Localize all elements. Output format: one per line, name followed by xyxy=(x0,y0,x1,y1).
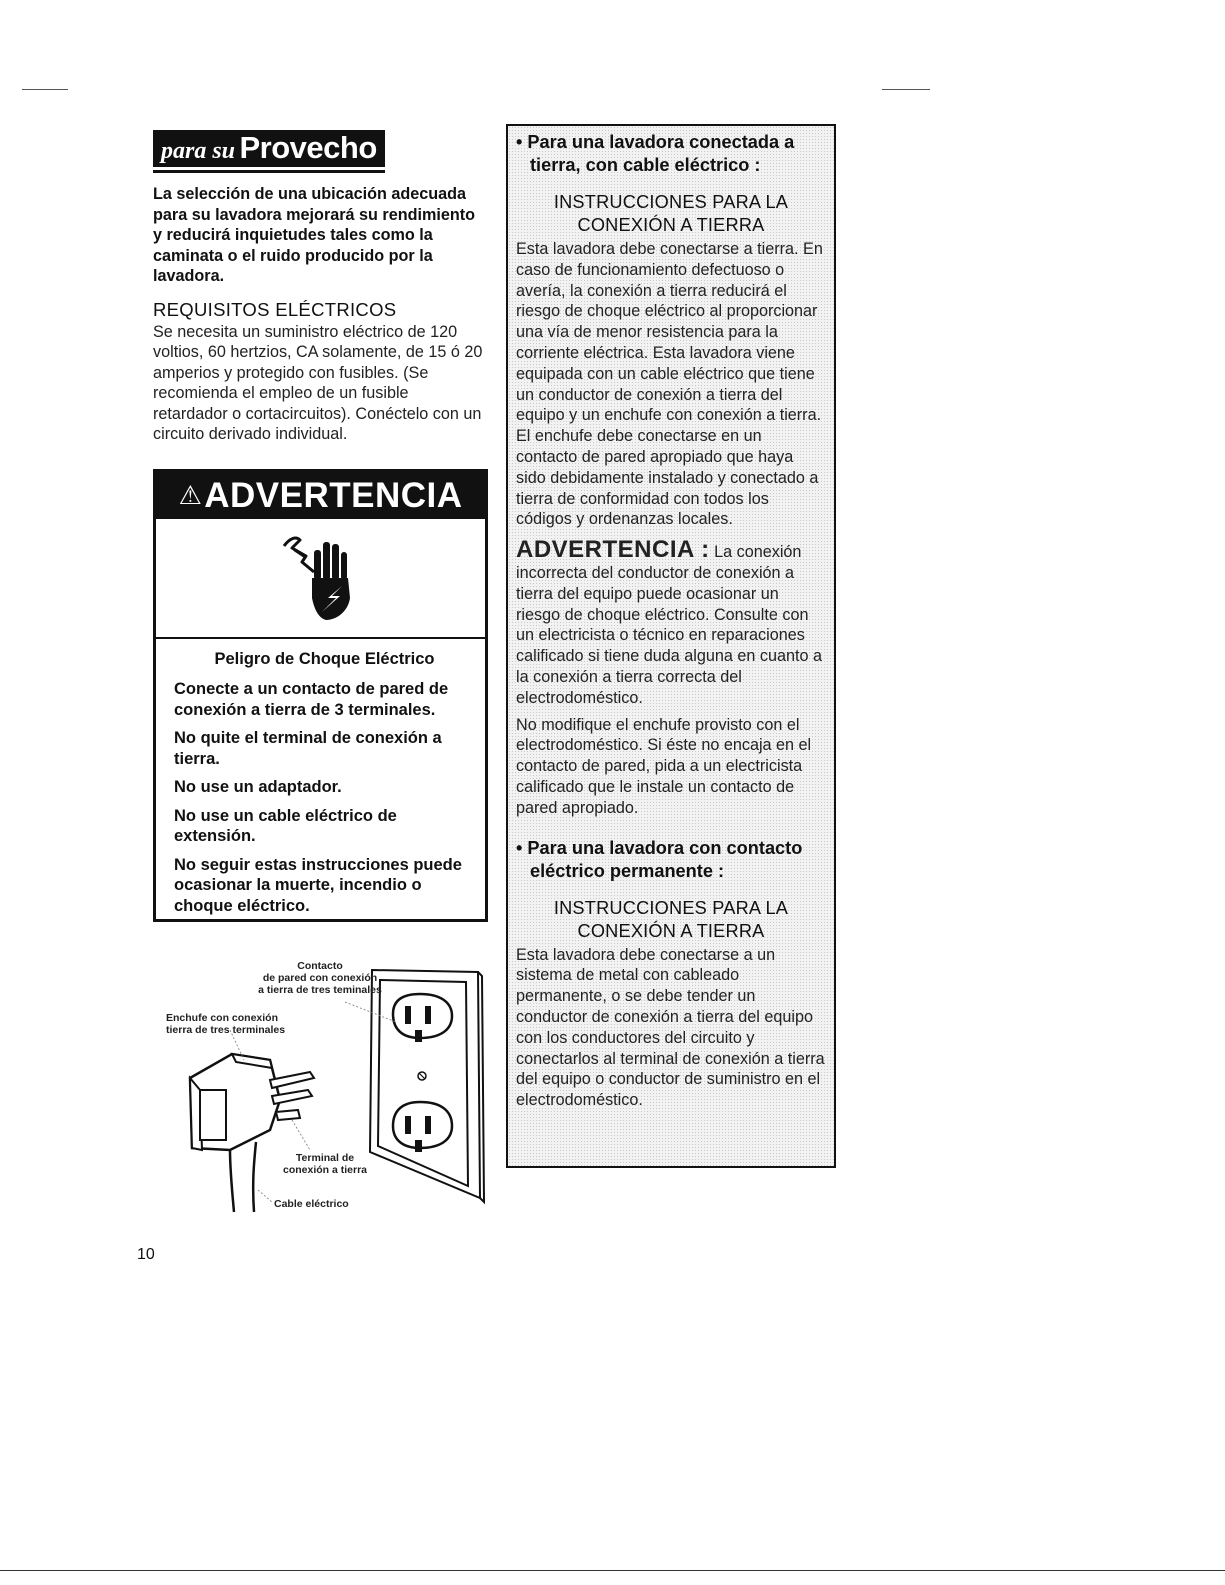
outlet-label xyxy=(255,960,385,996)
section2-heading xyxy=(516,897,826,943)
advertencia-paragraph xyxy=(516,536,826,708)
ground-terminal-label-line: conexión a tierra xyxy=(282,1164,368,1176)
warning-text xyxy=(156,639,485,916)
no-modify-paragraph: No modifique el enchufe provisto con el electrodoméstico. Si éste no encaja en el contacto de pared, pida a un electricista calificado que le instale un contacto de pared apropiado. xyxy=(516,715,812,817)
section1-heading xyxy=(516,191,826,237)
warning-title: ADVERTENCIA xyxy=(204,475,463,515)
ground-terminal-label xyxy=(270,1152,380,1176)
plug-label xyxy=(166,1012,285,1036)
warning-header xyxy=(156,472,485,519)
grounding-instructions-box xyxy=(506,124,836,1168)
warning-caption: Peligro de Choque Eléctrico xyxy=(214,650,435,668)
logo-big-text: Provecho xyxy=(239,130,377,165)
warning-item: Conecte a un contacto de pared de conexión a tierra de 3 terminales. xyxy=(174,680,449,719)
section2-heading-line: INSTRUCCIONES PARA LA xyxy=(553,897,789,918)
intro-paragraph: La selección de una ubicación adecuada para su lavadora mejorará su rendimiento y reducirá inquietudes tales como la caminata o el ruido producido por la lavadora. xyxy=(153,185,476,285)
plug-label-line: Enchufe con conexión xyxy=(166,1012,279,1024)
plug-label-line: tierra de tres terminales xyxy=(166,1024,286,1036)
outlet-plug-diagram xyxy=(160,950,490,1220)
advertencia-text: La conexión incorrecta del conductor de conexión a tierra del equipo puede ocasionar un riesgo de choque eléctrico. Consulte con un electricista o técnico en reparaciones calificado si tiene duda alguna en cuanto a la conexión a tierra correcta del electrodoméstico. xyxy=(516,543,822,707)
section2-bullet-heading: • Para una lavadora con contacto eléctrico permanente : xyxy=(516,837,803,881)
warning-item: No quite el terminal de conexión a tierra. xyxy=(174,729,442,768)
section2-body: Esta lavadora debe conectarse a un sistema de metal con cableado permanente, o se debe tender un conductor de conexión a tierra del equipo con los conductores del circuito y conectarlos al terminal de conexión a tierra del equipo o conductor de suministro en el electrodoméstico. xyxy=(516,945,825,1110)
section1-body: Esta lavadora debe conectarse a tierra. En caso de funcionamiento defectuoso o avería, la conexión a tierra reducirá el riesgo de choque eléctrico al proporcionar una vía de menor resistencia para la corriente eléctrica. Esta lavadora viene equipada con un cable eléctrico que tiene un conductor de conexión a tierra del equipo y un enchufe con conexión a tierra. El enchufe debe conectarse en un contacto de pared apropiado que haya sido debidamente instalado y conectado a tierra de conformidad con todos los códigos y ordenanzas locales. xyxy=(516,240,823,529)
crop-mark-left xyxy=(22,89,68,90)
crop-mark-right xyxy=(882,89,930,90)
section1-heading-line: INSTRUCCIONES PARA LA xyxy=(553,192,789,212)
warning-item: No use un adaptador. xyxy=(174,778,342,796)
advertencia-word: ADVERTENCIA : xyxy=(516,536,710,564)
bottom-rule xyxy=(0,1570,1225,1571)
page-number: 10 xyxy=(137,1246,155,1263)
electrical-requirements-title: REQUISITOS ELÉCTRICOS xyxy=(153,298,397,320)
logo-small-text: para su xyxy=(161,138,236,164)
left-column xyxy=(153,130,485,445)
outlet-label-line: a tierra de tres teminales xyxy=(258,984,382,996)
electrical-requirements-body: Se necesita un suministro eléctrico de 120 voltios, 60 hertzios, CA solamente, de 15 ó 20 amperios y protegido con fusibles. (Se recomienda el empleo de un fusible retardador o cortacircuitos). Conéctelo con un circuito derivado individual. xyxy=(153,322,483,443)
section1-heading-line: CONEXIÓN A TIERRA xyxy=(577,215,765,235)
cable-label: Cable eléctrico xyxy=(274,1198,349,1210)
section2-heading-line: CONEXIÓN A TIERRA xyxy=(577,920,765,941)
warning-item: No seguir estas instrucciones puede ocasionar la muerte, incendio o choque eléctrico. xyxy=(174,855,462,915)
warning-box xyxy=(153,469,488,922)
warning-item: No use un cable eléctrico de extensión. xyxy=(174,806,397,845)
para-su-provecho-logo xyxy=(153,130,385,170)
shock-hazard-icon-area xyxy=(156,519,485,639)
outlet-label-line: Contacto xyxy=(297,960,343,972)
warning-triangle-icon: ⚠ xyxy=(178,480,203,510)
section1-bullet-heading: • Para una lavadora conectada a tierra, con cable eléctrico : xyxy=(516,132,795,175)
ground-terminal-label-line: Terminal de xyxy=(295,1152,355,1164)
electric-shock-hand-icon xyxy=(276,528,366,628)
outlet-label-line: de pared con conexión xyxy=(262,972,378,984)
